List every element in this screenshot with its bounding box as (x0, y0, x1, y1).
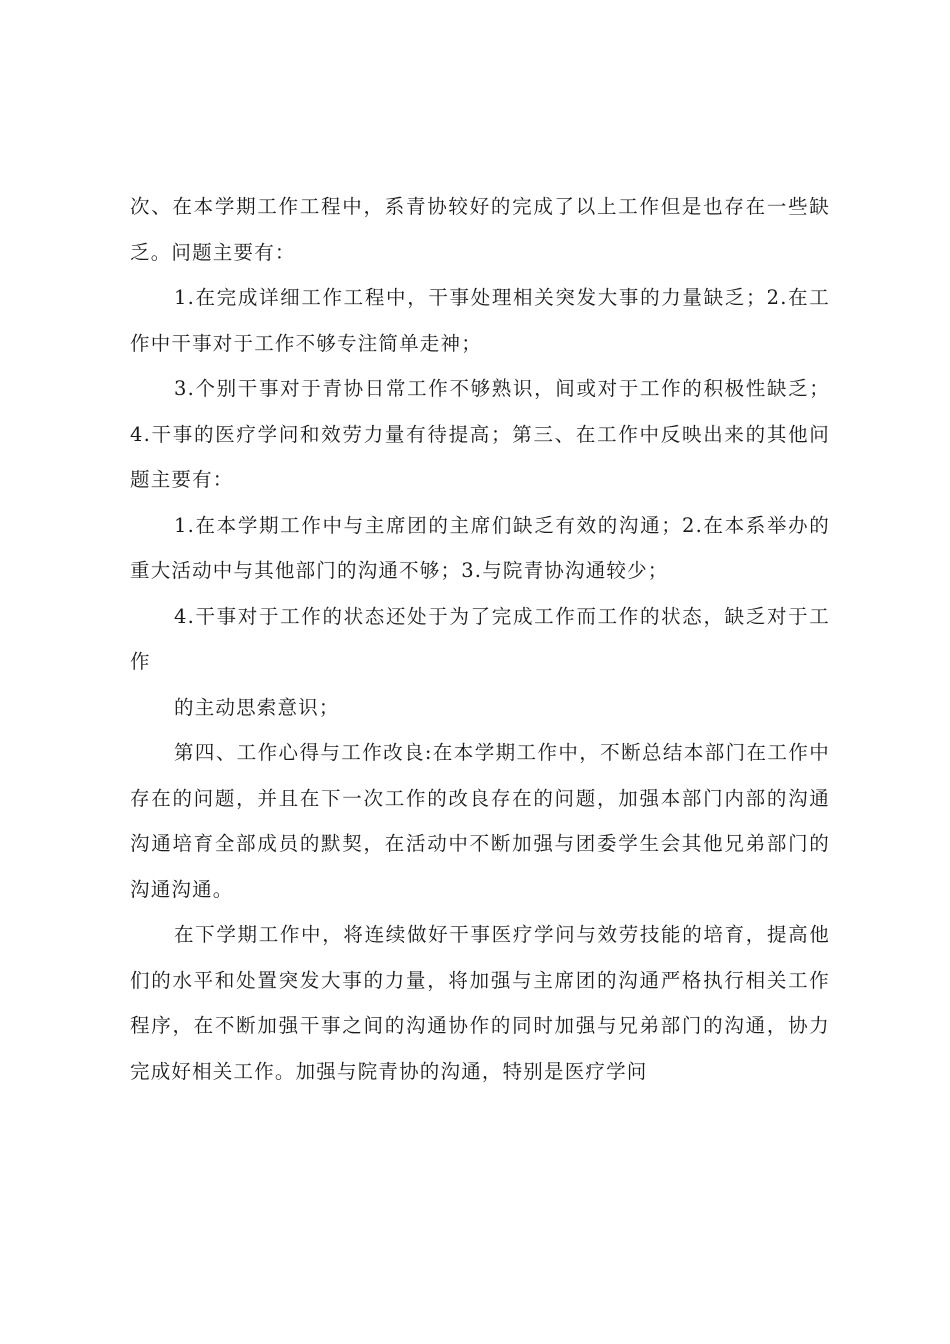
paragraph-7: 第四、工作心得与工作改良:在本学期工作中，不断总结本部门在工作中存在的问题，并且在下一次工作的改良存在的问题，加强本部门内部的沟通沟通培育全部成员的默契，在活动中不断加强与团委学生会其他兄弟部门的沟通沟通。 (130, 741, 830, 901)
document-body (130, 184, 830, 1094)
paragraph-5: 4.干事对于工作的状态还处于为了完成工作而工作的状态，缺乏对于工作 (130, 604, 830, 673)
paragraph-2: 1.在完成详细工作工程中，干事处理相关突发大事的力量缺乏；2.在工作中干事对于工作不够专注简单走神； (130, 286, 830, 355)
paragraph-6: 的主动思索意识； (174, 695, 340, 719)
paragraph-8: 在下学期工作中，将连续做好干事医疗学问与效劳技能的培育，提高他们的水平和处置突发大事的力量，将加强与主席团的沟通严格执行相关工作程序，在不断加强干事之间的沟通协作的同时加强与兄弟部门的沟通，协力完成好相关工作。加强与院青协的沟通，特别是医疗学问 (130, 923, 830, 1083)
paragraph-3: 3.个别干事对于青协日常工作不够熟识，间或对于工作的积极性缺乏；4.干事的医疗学问和效劳力量有待提高；第三、在工作中反映出来的其他问题主要有： (130, 377, 830, 491)
paragraph-1: 次、在本学期工作工程中，系青协较好的完成了以上工作但是也存在一些缺乏。问题主要有： (130, 195, 830, 264)
paragraph-4: 1.在本学期工作中与主席团的主席们缺乏有效的沟通；2.在本系举办的重大活动中与其他部门的沟通不够；3.与院青协沟通较少； (130, 513, 830, 582)
